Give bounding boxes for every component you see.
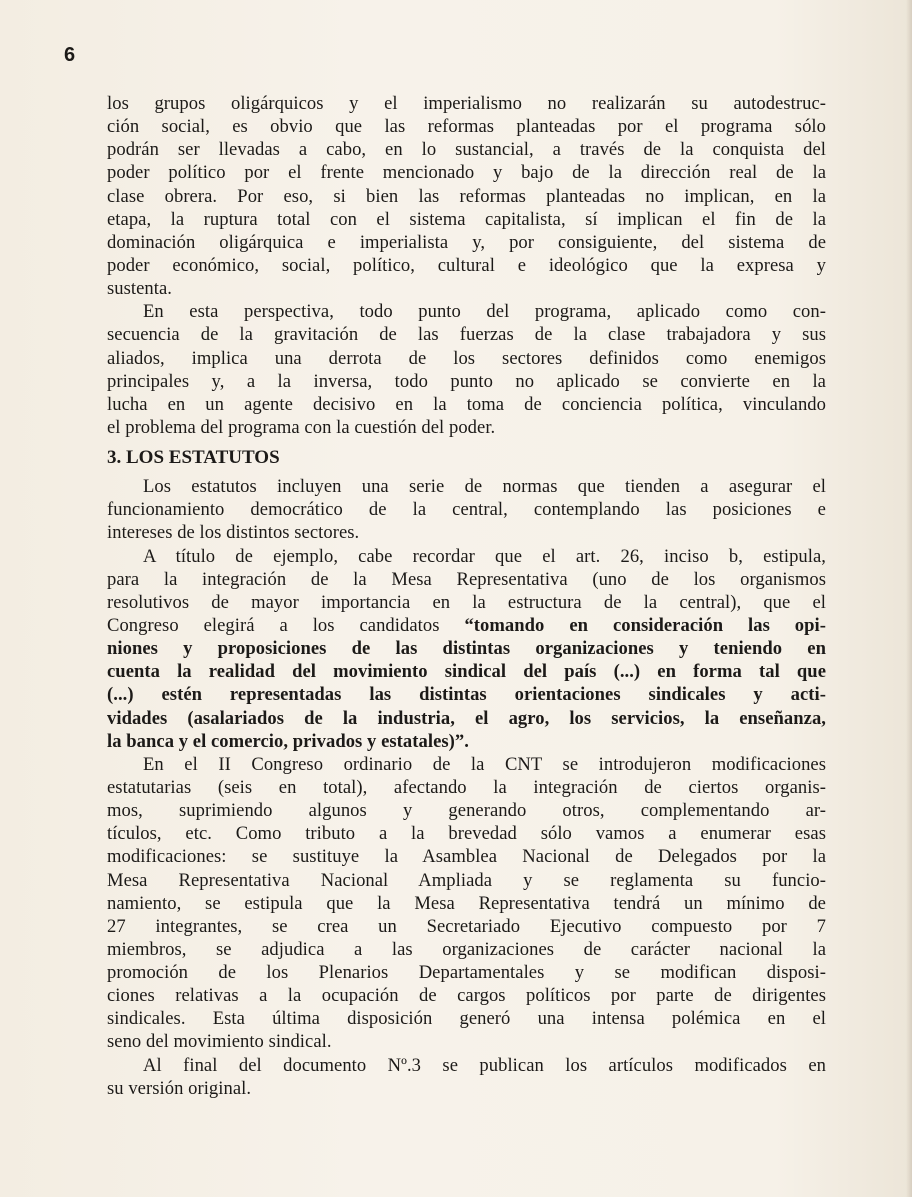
quote-line: vidades (asalariados de la industria, el agro, los servicios, la enseñanza, [107,707,826,729]
text-line: En esta perspectiva, todo punto del programa, aplicado como con- [143,301,826,323]
text-line: modificaciones: se sustituye la Asamblea Nacional de Delegados por la [107,846,826,868]
text-line: lucha en un agente decisivo en la toma de conciencia política, vinculando [107,393,826,415]
page-edge-shadow [906,0,912,1197]
paragraph-estatutos [107,475,826,544]
text-line: miembros, se adjudica a las organizaciones de carácter nacional la [107,938,826,960]
text-line: namiento, se estipula que la Mesa Representativa tendrá un mínimo de [107,892,826,914]
quote-line: la banca y el comercio, privados y estatales)”. [107,730,469,752]
body-text [107,92,826,1100]
text-line: mos, suprimiendo algunos y generando otros, complementando ar- [107,800,826,822]
paragraph-perspectiva [107,300,826,439]
text-line: A título de ejemplo, cabe recordar que el art. 26, inciso b, estipula, [143,545,826,567]
text-line: dominación oligárquica e imperialista y, por consiguiente, del sistema de [107,231,826,253]
text-line: intereses de los distintos sectores. [107,522,360,544]
section-heading: 3. LOS ESTATUTOS [107,447,280,469]
text-fragment: Congreso elegirá a los candidatos [107,614,465,636]
text-line: principales y, a la inversa, todo punto no aplicado se convierte en la [107,370,826,392]
text-line: Mesa Representativa Nacional Ampliada y se reglamenta su funcio- [107,869,826,891]
text-line: etapa, la ruptura total con el sistema capitalista, sí implican el fin de la [107,208,826,230]
text-line: los grupos oligárquicos y el imperialismo no realizarán su autodestruc- [107,93,826,114]
paragraph-final [107,1054,826,1100]
quote-line: (...) estén representadas las distintas orientaciones sindicales y acti- [107,684,826,706]
text-line: seno del movimiento sindical. [107,1031,332,1053]
quote-line: cuenta la realidad del movimiento sindical del país (...) en forma tal que [107,661,826,683]
text-line: estatutarias (seis en total), afectando la integración de ciertos organis- [107,776,826,798]
paragraph-ejemplo [107,545,826,753]
quote-line: niones y proposiciones de las distintas organizaciones y teniendo en [107,638,826,660]
text-line-mixed [107,614,826,637]
text-line: secuencia de la gravitación de las fuerzas de la clase trabajadora y sus [107,324,826,346]
text-line: ciones relativas a la ocupación de cargos políticos por parte de dirigentes [107,985,826,1007]
text-line: poder económico, social, político, cultural e ideológico que la expresa y [107,254,826,276]
text-line: tículos, etc. Como tributo a la brevedad sólo vamos a enumerar esas [107,823,826,845]
text-line: funcionamiento democrático de la central, contemplando las posiciones e [107,499,826,521]
paragraph-congreso [107,753,826,1054]
paragraph-continuation [107,92,826,300]
text-line: resolutivos de mayor importancia en la estructura de la central), que el [107,591,826,613]
text-line: clase obrera. Por eso, si bien las reformas planteadas no implican, en la [107,185,826,207]
text-line: Los estatutos incluyen una serie de normas que tienden a asegurar el [143,476,826,498]
text-line: promoción de los Plenarios Departamentales y se modifican disposi- [107,962,826,984]
text-line: sindicales. Esta última disposición generó una intensa polémica en el [107,1008,826,1030]
text-line: para la integración de la Mesa Representativa (uno de los organismos [107,568,826,590]
text-line: En el II Congreso ordinario de la CNT se introdujeron modificaciones [143,753,826,775]
text-line: aliados, implica una derrota de los sectores definidos como enemigos [107,347,826,369]
text-line: ción social, es obvio que las reformas planteadas por el programa sólo [107,116,826,138]
text-line: 27 integrantes, se crea un Secretariado Ejecutivo compuesto por 7 [107,915,826,937]
text-line: el problema del programa con la cuestión del poder. [107,416,496,438]
text-line: sustenta. [107,278,173,300]
page-number: 6 [64,44,76,66]
quote-fragment: “tomando en consideración las opi- [464,614,826,636]
text-line: podrán ser llevadas a cabo, en lo sustancial, a través de la conquista del [107,139,826,161]
text-line: poder político por el frente mencionado y bajo de la dirección real de la [107,162,826,184]
text-line: su versión original. [107,1077,252,1099]
text-line: Al final del documento Nº.3 se publican los artículos modificados en [143,1054,826,1076]
